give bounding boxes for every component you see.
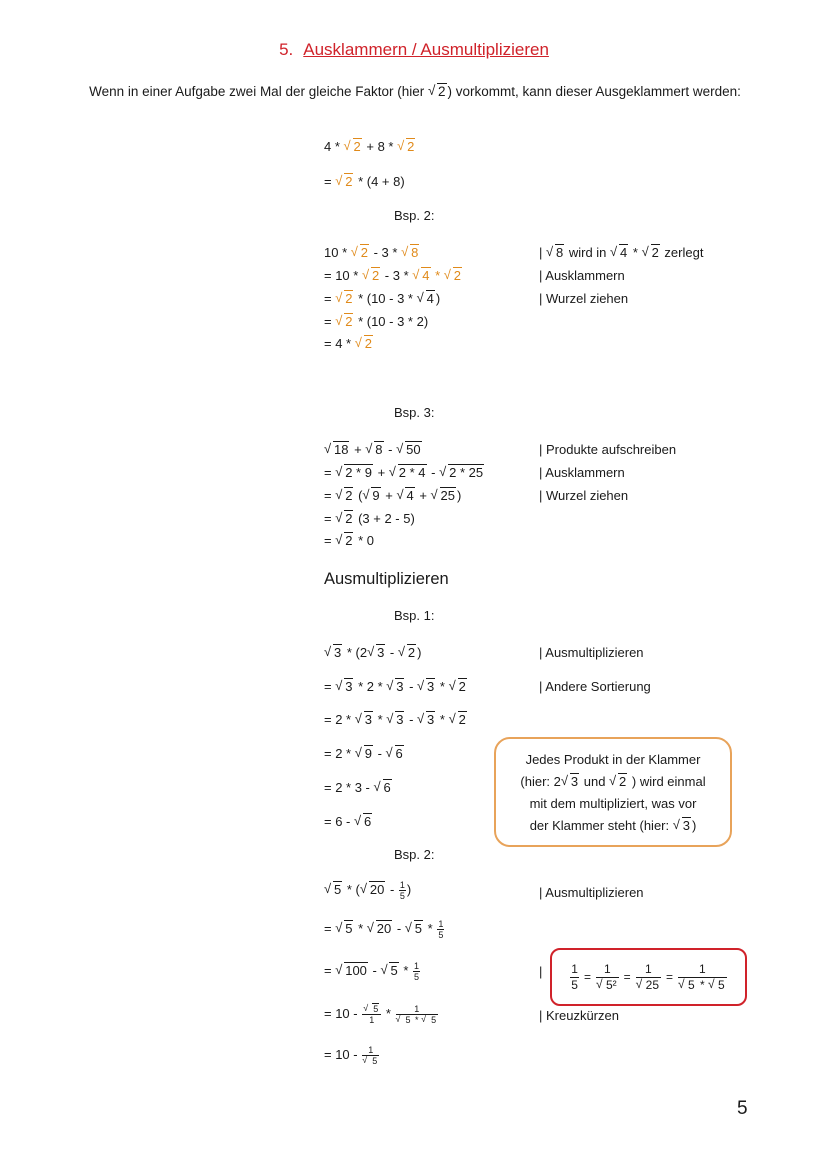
step-note: | Ausmultiplizieren bbox=[539, 645, 644, 660]
radicand: 2 bbox=[407, 645, 416, 660]
radicand: 2 * 4 bbox=[398, 465, 426, 480]
sqrt-symbol bbox=[335, 921, 353, 936]
math-text: + bbox=[415, 488, 431, 503]
radicand: 5 bbox=[373, 1004, 379, 1014]
sqrt-symbol bbox=[360, 882, 385, 897]
math-text: * bbox=[399, 962, 413, 978]
math-line bbox=[324, 336, 374, 351]
math-line bbox=[324, 814, 373, 829]
math-line bbox=[324, 488, 461, 503]
math-text: ( bbox=[354, 488, 363, 503]
denominator: 5 bbox=[571, 977, 578, 992]
sqrt-symbol bbox=[362, 268, 380, 283]
radicand: 3 bbox=[682, 818, 690, 833]
math-text: * bbox=[424, 920, 437, 936]
callout-line: mit dem multipliziert, was vor bbox=[529, 796, 697, 811]
denominator: 5 bbox=[399, 891, 405, 901]
page-number: 5 bbox=[737, 1098, 748, 1119]
math-line bbox=[324, 174, 405, 189]
sqrt-symbol bbox=[673, 815, 691, 837]
math-text: = 4 * bbox=[324, 336, 355, 351]
math-line bbox=[324, 645, 421, 660]
fraction bbox=[362, 1045, 379, 1066]
callout-text: ) wird einmal bbox=[628, 774, 706, 789]
step-note: | Ausklammern bbox=[539, 268, 625, 283]
math-line bbox=[324, 511, 415, 526]
step-note bbox=[539, 245, 703, 260]
sqrt-symbol bbox=[335, 963, 368, 978]
radicand: 9 bbox=[372, 488, 380, 503]
math-text: * bbox=[436, 679, 449, 694]
callout-line bbox=[496, 771, 730, 793]
radicand: 6 bbox=[395, 746, 403, 761]
step-note: | Ausmultiplizieren bbox=[539, 885, 644, 900]
numerator: 1 bbox=[399, 880, 405, 890]
fraction-identity-box bbox=[550, 948, 747, 1006]
math-text: - bbox=[373, 746, 386, 761]
radicand: 5² bbox=[605, 977, 617, 992]
example-heading: Bsp. 2: bbox=[394, 847, 435, 862]
math-text: - bbox=[405, 679, 418, 694]
radicand: 50 bbox=[406, 442, 421, 457]
math-text: * 0 bbox=[354, 533, 374, 548]
radicand: 25 bbox=[440, 488, 455, 503]
intro-text-before: Wenn in einer Aufgabe zwei Mal der gleiche Faktor (hier bbox=[89, 84, 429, 99]
sqrt-symbol bbox=[351, 245, 369, 260]
math-line bbox=[324, 746, 405, 761]
radicand: 2 * 9 bbox=[345, 465, 372, 480]
equals-sign: = bbox=[666, 970, 674, 984]
math-text: + bbox=[373, 465, 389, 480]
radicand: 20 bbox=[369, 881, 385, 897]
sqrt-symbol bbox=[354, 814, 372, 829]
math-line bbox=[324, 780, 393, 795]
sqrt-symbol bbox=[396, 488, 414, 503]
math-text: = 10 * bbox=[324, 268, 362, 283]
sqrt-symbol bbox=[396, 442, 421, 457]
radicand: 3 bbox=[345, 679, 353, 694]
note-text: wird in bbox=[565, 245, 611, 260]
math-text: * bbox=[436, 712, 449, 727]
radicand: 5 bbox=[431, 1015, 437, 1025]
radicand: 2 bbox=[345, 314, 353, 329]
math-text: * (2 bbox=[343, 645, 368, 660]
math-line bbox=[324, 465, 485, 480]
radicand: 5 bbox=[372, 1056, 378, 1066]
radicand: 2 bbox=[619, 774, 627, 789]
sqrt-symbol bbox=[708, 978, 726, 993]
math-text: = bbox=[324, 533, 336, 548]
radicand: 2 * 25 bbox=[449, 465, 484, 480]
sqrt-symbol bbox=[335, 511, 353, 526]
math-line bbox=[324, 919, 445, 940]
math-text: + 8 * bbox=[362, 139, 398, 154]
radicand: 25 bbox=[645, 977, 659, 992]
step-note: | Wurzel ziehen bbox=[539, 291, 629, 306]
radicand: 18 bbox=[334, 442, 349, 457]
math-text: * (4 + 8) bbox=[354, 174, 405, 189]
math-text: - bbox=[386, 881, 398, 897]
section-number: 5. bbox=[279, 40, 294, 59]
radicand: 4 bbox=[426, 291, 434, 306]
callout-line: Jedes Produkt in der Klammer bbox=[525, 752, 701, 767]
radicand: 8 bbox=[375, 442, 383, 457]
sqrt-symbol bbox=[397, 139, 415, 154]
section-title bbox=[0, 40, 828, 60]
sqrt-symbol bbox=[636, 978, 660, 993]
denominator: 5 bbox=[438, 930, 444, 940]
sqrt-symbol bbox=[386, 746, 404, 761]
math-text: * bbox=[382, 1005, 395, 1021]
radicand: 8 bbox=[556, 245, 564, 260]
callout-text: der Klammer steht (hier: bbox=[529, 818, 673, 833]
radicand: 2 bbox=[438, 84, 446, 99]
math-line bbox=[324, 245, 420, 260]
math-line bbox=[324, 679, 468, 694]
math-text: ) bbox=[417, 645, 422, 660]
step-note: | Andere Sortierung bbox=[539, 679, 651, 694]
sqrt-symbol bbox=[335, 679, 353, 694]
math-line bbox=[324, 533, 374, 548]
math-text: ) bbox=[435, 291, 441, 306]
radicand: 2 bbox=[407, 139, 415, 154]
radicand: 3 bbox=[396, 712, 404, 727]
sqrt-symbol bbox=[678, 978, 696, 993]
math-text: = 10 - bbox=[324, 1005, 362, 1021]
math-text: ) bbox=[406, 881, 412, 897]
sqrt-symbol bbox=[421, 1015, 437, 1025]
sqrt-symbol bbox=[398, 645, 416, 660]
sqrt-symbol bbox=[324, 882, 342, 897]
numerator bbox=[362, 1004, 381, 1015]
fraction bbox=[396, 1004, 439, 1025]
example-heading: Bsp. 3: bbox=[394, 405, 435, 420]
subsection-heading: Ausmultiplizieren bbox=[324, 570, 449, 588]
denominator bbox=[596, 978, 619, 993]
radicand: 5 bbox=[688, 977, 695, 992]
step-note: | Kreuzkürzen bbox=[539, 1008, 619, 1023]
math-line bbox=[324, 314, 428, 329]
numerator: 1 bbox=[438, 919, 444, 929]
equals-sign: = bbox=[623, 970, 631, 984]
radicand: 5 bbox=[345, 920, 353, 936]
sqrt-symbol bbox=[362, 488, 380, 503]
math-text: * (10 - 3 * 2) bbox=[354, 314, 429, 329]
math-text: = 2 * 3 - bbox=[324, 780, 374, 795]
sqrt-symbol bbox=[401, 245, 419, 260]
radicand: 4 bbox=[422, 268, 430, 283]
sqrt-symbol bbox=[363, 1004, 379, 1014]
radicand: 8 bbox=[411, 245, 419, 260]
math-text: = bbox=[324, 679, 336, 694]
radicand: 4 bbox=[406, 488, 414, 503]
sqrt-symbol bbox=[439, 465, 484, 480]
math-text: = 6 - bbox=[324, 814, 354, 829]
math-line bbox=[324, 291, 440, 306]
fraction bbox=[678, 962, 727, 993]
sqrt-symbol bbox=[362, 1056, 378, 1066]
math-text: = bbox=[324, 465, 336, 480]
math-text: + bbox=[350, 442, 366, 457]
step-note: | Wurzel ziehen bbox=[539, 488, 629, 503]
denominator bbox=[396, 1015, 439, 1025]
numerator: 1 bbox=[571, 961, 578, 976]
sqrt-symbol bbox=[335, 465, 373, 480]
numerator: 1 bbox=[596, 962, 619, 978]
radicand: 2 bbox=[345, 291, 353, 306]
radicand: 2 bbox=[453, 268, 462, 283]
math-text: = bbox=[324, 291, 336, 306]
math-text: * 2 * bbox=[354, 679, 387, 694]
sqrt-symbol bbox=[335, 314, 353, 329]
sqrt-symbol bbox=[335, 488, 353, 503]
fraction bbox=[596, 962, 619, 993]
math-line bbox=[324, 442, 423, 457]
numerator: 1 bbox=[414, 961, 420, 971]
radicand: 5 bbox=[334, 881, 342, 897]
callout-text: (hier: 2 bbox=[520, 774, 561, 789]
sqrt-symbol bbox=[374, 780, 392, 795]
sqrt-symbol bbox=[449, 712, 467, 727]
sqrt-symbol bbox=[335, 291, 353, 306]
intro-text-after: ) vorkommt, kann dieser Ausgeklammert werden: bbox=[447, 84, 741, 99]
math-text: = bbox=[324, 511, 336, 526]
numerator: 1 bbox=[362, 1045, 379, 1056]
radicand: 2 bbox=[458, 712, 466, 727]
radicand: 3 bbox=[377, 645, 385, 660]
math-text: - bbox=[368, 962, 381, 978]
sqrt-symbol bbox=[386, 679, 404, 694]
explanation-callout bbox=[494, 737, 732, 847]
math-line bbox=[324, 1045, 380, 1066]
radicand: 2 bbox=[371, 268, 380, 283]
math-line bbox=[324, 712, 468, 727]
sqrt-symbol bbox=[428, 81, 447, 102]
sqrt-symbol bbox=[324, 442, 349, 457]
sqrt-symbol bbox=[355, 336, 373, 351]
sqrt-symbol bbox=[412, 268, 430, 283]
math-text: - 3 * bbox=[369, 245, 402, 260]
radicand: 2 bbox=[353, 139, 361, 154]
math-text: = bbox=[324, 174, 336, 189]
radicand: 2 bbox=[364, 336, 372, 351]
callout-text: ) bbox=[691, 818, 697, 833]
radicand: 2 bbox=[345, 488, 353, 503]
math-text: = bbox=[324, 488, 336, 503]
math-text: * bbox=[373, 712, 387, 727]
example-heading: Bsp. 1: bbox=[394, 608, 435, 623]
sqrt-symbol bbox=[386, 712, 404, 727]
denominator bbox=[678, 978, 727, 993]
radicand: 3 bbox=[364, 712, 372, 727]
math-text: ) bbox=[457, 488, 462, 503]
sqrt-symbol bbox=[561, 771, 579, 793]
section-title-text: Ausklammern / Ausmultiplizieren bbox=[303, 40, 549, 59]
math-line bbox=[324, 1004, 439, 1025]
radicand: 2 bbox=[345, 511, 353, 526]
math-text: = bbox=[324, 920, 336, 936]
note-text: | bbox=[539, 245, 546, 260]
radicand: 5 bbox=[414, 920, 423, 936]
sqrt-symbol bbox=[546, 245, 564, 260]
math-text: (3 + 2 - 5) bbox=[354, 511, 415, 526]
radicand: 5 bbox=[390, 962, 398, 978]
radicand: 5 bbox=[405, 1015, 411, 1025]
sqrt-symbol bbox=[335, 174, 353, 189]
math-text: - bbox=[384, 442, 397, 457]
note-text: * bbox=[629, 245, 642, 260]
radicand: 6 bbox=[364, 814, 372, 829]
sqrt-symbol bbox=[431, 488, 456, 503]
sqrt-symbol bbox=[355, 746, 373, 761]
math-text: - 3 * bbox=[381, 268, 413, 283]
sqrt-symbol bbox=[405, 921, 423, 936]
math-text: = bbox=[324, 962, 336, 978]
radicand: 9 bbox=[364, 746, 372, 761]
radicand: 2 bbox=[360, 245, 368, 260]
fraction bbox=[636, 962, 661, 993]
step-note: | Produkte aufschreiben bbox=[539, 442, 677, 457]
numerator: 1 bbox=[636, 962, 661, 978]
math-line bbox=[324, 880, 411, 901]
math-text: * bbox=[412, 1015, 422, 1025]
radicand: 100 bbox=[345, 962, 367, 978]
math-text: - bbox=[405, 712, 418, 727]
sqrt-symbol bbox=[367, 645, 385, 660]
sqrt-symbol bbox=[335, 533, 353, 548]
radicand: 2 bbox=[458, 679, 466, 694]
radicand: 2 bbox=[345, 533, 353, 548]
numerator: 1 bbox=[396, 1004, 439, 1015]
callout-text: und bbox=[580, 774, 610, 789]
math-text: - bbox=[386, 645, 398, 660]
radicand: 2 bbox=[345, 174, 353, 189]
callout-line bbox=[496, 815, 730, 837]
math-text: - bbox=[393, 920, 405, 936]
radicand: 3 bbox=[570, 774, 579, 789]
math-line bbox=[324, 139, 416, 154]
sqrt-symbol bbox=[449, 679, 467, 694]
math-line bbox=[324, 961, 421, 982]
sqrt-symbol bbox=[417, 679, 435, 694]
equals-sign: = bbox=[583, 970, 591, 984]
math-text: = 2 * bbox=[324, 712, 355, 727]
radicand: 2 bbox=[651, 245, 659, 260]
note-text: zerlegt bbox=[660, 245, 704, 260]
radicand: 20 bbox=[376, 920, 392, 936]
sqrt-symbol bbox=[417, 291, 435, 306]
math-text: 10 * bbox=[324, 245, 351, 260]
radicand: 3 bbox=[427, 712, 435, 727]
math-text: 4 * bbox=[324, 139, 344, 154]
sqrt-symbol bbox=[609, 771, 627, 793]
math-text: * bbox=[431, 268, 444, 283]
denominator: 5 bbox=[414, 972, 420, 982]
sqrt-symbol bbox=[367, 921, 392, 936]
math-text: * ( bbox=[343, 881, 360, 897]
fraction bbox=[413, 961, 420, 982]
sqrt-symbol bbox=[642, 245, 660, 260]
step-note: | Ausklammern bbox=[539, 465, 625, 480]
sqrt-symbol bbox=[444, 268, 462, 283]
radicand: 6 bbox=[383, 780, 391, 795]
math-text: = bbox=[324, 314, 336, 329]
math-text: + bbox=[381, 488, 397, 503]
fraction bbox=[399, 880, 406, 901]
sqrt-symbol bbox=[344, 139, 362, 154]
sqrt-symbol bbox=[355, 712, 373, 727]
radicand: 3 bbox=[427, 679, 435, 694]
fraction bbox=[570, 962, 579, 993]
sqrt-symbol bbox=[365, 442, 383, 457]
sqrt-symbol bbox=[596, 978, 618, 993]
radicand: 5 bbox=[718, 977, 725, 992]
denominator bbox=[636, 978, 661, 993]
sqrt-symbol bbox=[380, 963, 398, 978]
example-heading: Bsp. 2: bbox=[394, 208, 435, 223]
radicand: 4 bbox=[620, 245, 628, 260]
math-line bbox=[324, 268, 463, 283]
math-text: = 2 * bbox=[324, 746, 355, 761]
radicand: 3 bbox=[396, 679, 404, 694]
numerator: 1 bbox=[678, 962, 727, 978]
step-note: | bbox=[539, 964, 543, 979]
sqrt-symbol bbox=[396, 1015, 412, 1025]
math-text: = 10 - bbox=[324, 1046, 362, 1062]
sqrt-symbol bbox=[610, 245, 628, 260]
math-text: * bbox=[354, 920, 367, 936]
fraction bbox=[437, 919, 444, 940]
intro-paragraph bbox=[60, 81, 770, 102]
math-text: * bbox=[696, 977, 709, 992]
denominator: 1 bbox=[369, 1015, 375, 1025]
sqrt-symbol bbox=[417, 712, 435, 727]
denominator bbox=[362, 1056, 379, 1066]
math-text: - bbox=[427, 465, 440, 480]
math-text: * (10 - 3 * bbox=[354, 291, 417, 306]
radicand: 3 bbox=[334, 645, 342, 660]
sqrt-symbol bbox=[389, 465, 427, 480]
fraction bbox=[362, 1004, 381, 1025]
sqrt-symbol bbox=[324, 645, 342, 660]
